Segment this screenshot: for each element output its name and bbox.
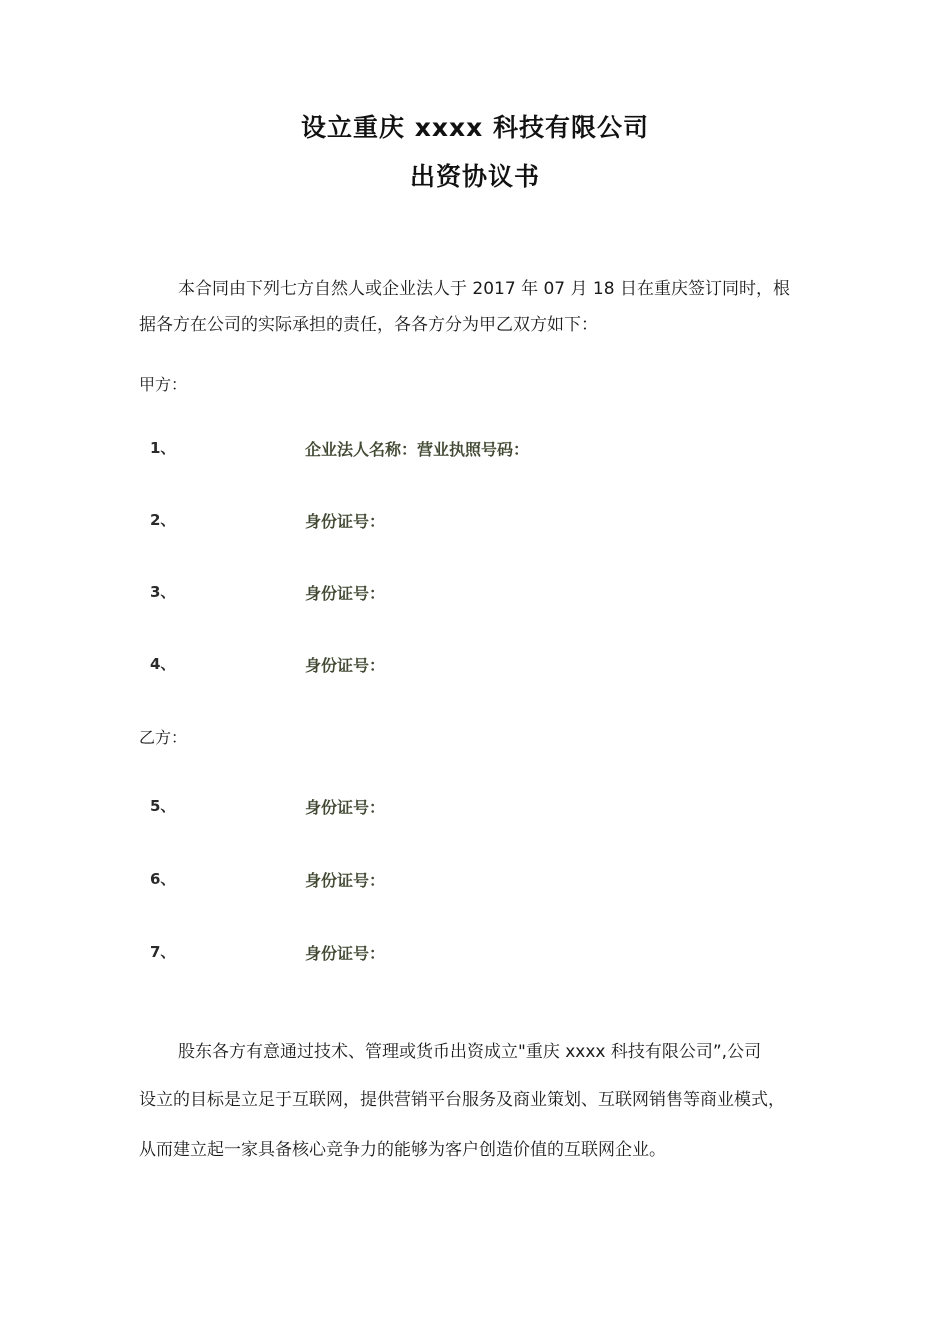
- party-row-number: 3、: [150, 583, 176, 601]
- party-row-field: 企业法人名称：营业执照号码：: [305, 440, 530, 459]
- party-row-number: 2、: [150, 511, 176, 529]
- document-subtitle: 出资协议书: [409, 162, 540, 191]
- party-row-field: 身份证号：: [305, 656, 386, 675]
- party-row: [0, 941, 950, 965]
- party-row: [0, 868, 950, 892]
- party-row: [0, 653, 950, 677]
- party-row-field: 身份证号：: [305, 512, 386, 531]
- party-row-field: 身份证号：: [305, 798, 386, 817]
- party-row-number: 1、: [150, 439, 176, 457]
- party-row-field: 身份证号：: [305, 871, 386, 890]
- closing-paragraph-line-3: 从而建立起一家具备核心竞争力的能够为客户创造价值的互联网企业。: [139, 1140, 666, 1160]
- party-row: [0, 509, 950, 533]
- party-row: [0, 581, 950, 605]
- party-row-field: 身份证号：: [305, 584, 386, 603]
- party-b-label: 乙方：: [139, 728, 188, 747]
- closing-paragraph-line-2: 设立的目标是立足于互联网，提供营销平台服务及商业策划、互联网销售等商业模式，: [139, 1090, 785, 1110]
- intro-paragraph-line-2: 据各方在公司的实际承担的责任，各各方分为甲乙双方如下：: [139, 315, 598, 335]
- party-row-number: 7、: [150, 943, 176, 961]
- party-row-number: 5、: [150, 797, 176, 815]
- party-row-field: 身份证号：: [305, 944, 386, 963]
- party-row-number: 6、: [150, 870, 176, 888]
- closing-paragraph-line-1: 股东各方有意通过技术、管理或货币出资成立"重庆 xxxx 科技有限公司”,公司: [178, 1042, 762, 1062]
- party-row: [0, 437, 950, 461]
- party-a-label: 甲方：: [139, 375, 188, 394]
- document-title: 设立重庆 xxxx 科技有限公司: [301, 113, 649, 142]
- party-row-number: 4、: [150, 655, 176, 673]
- party-row: [0, 795, 950, 819]
- intro-paragraph-line-1: 本合同由下列七方自然人或企业法人于 2017 年 07 月 18 日在重庆签订同时，根: [178, 279, 790, 299]
